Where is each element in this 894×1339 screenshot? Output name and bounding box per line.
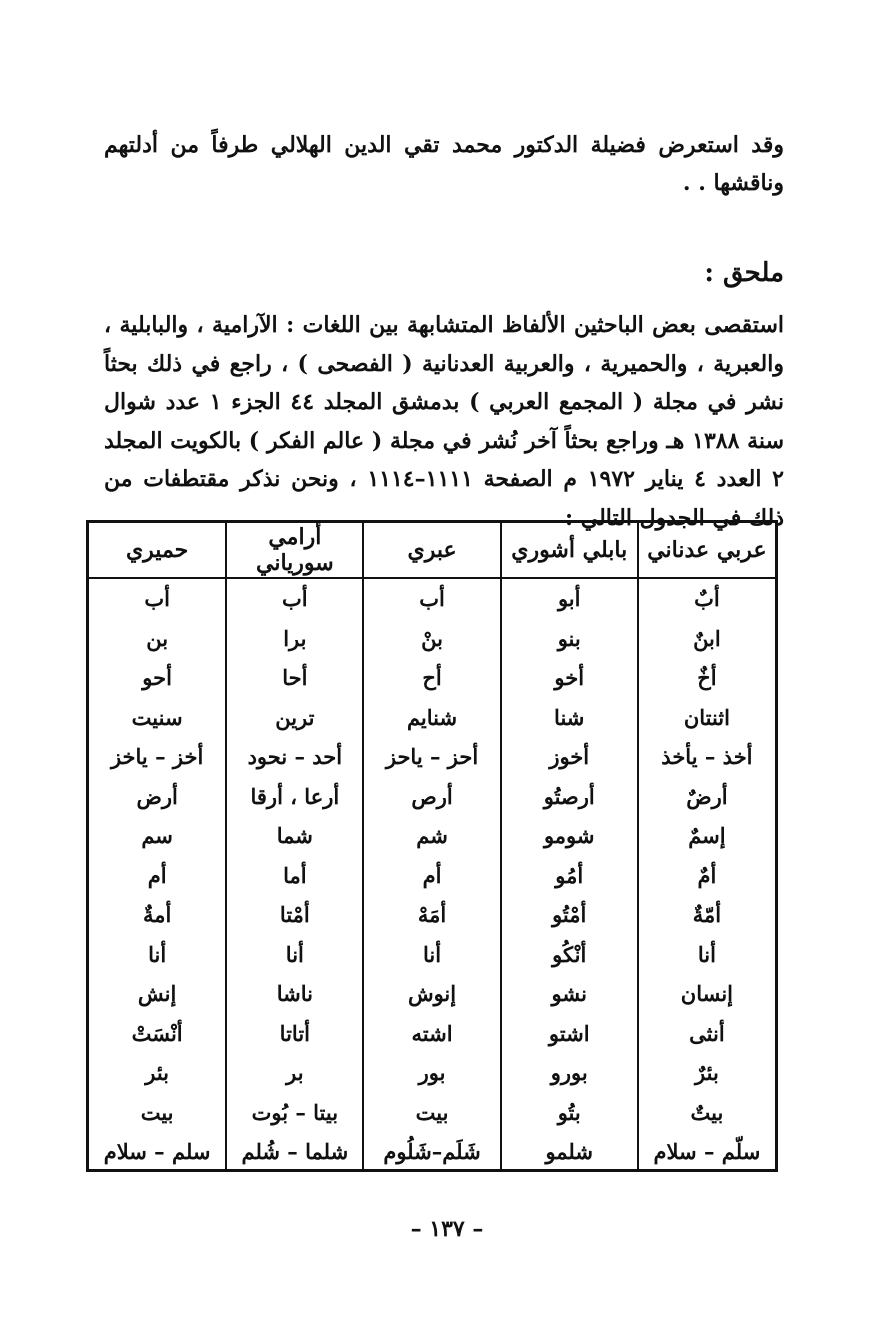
column-header-himyarite: حميري xyxy=(89,523,226,578)
table-cell-babylonian: شومو xyxy=(501,816,638,856)
table-row xyxy=(89,895,775,935)
table-row xyxy=(89,1053,775,1093)
table-cell-himyarite: بئر xyxy=(145,1060,170,1086)
table-cell-aramaic: أنا xyxy=(226,935,363,975)
table-cell-himyarite: سنيت xyxy=(131,704,183,730)
table-cell-arabic: أنثى xyxy=(638,1014,775,1054)
table-cell-himyarite: أم xyxy=(147,862,167,888)
table-cell-aramaic: أمْتا xyxy=(226,895,363,935)
table-cell-babylonian: بنو xyxy=(501,619,638,659)
table-cell-himyarite: أنا xyxy=(148,941,167,967)
table-cell-aramaic: أحد – نحود xyxy=(226,737,363,777)
table-cell-hebrew: إنوش xyxy=(363,974,500,1014)
appendix-heading: ملحق : xyxy=(704,258,784,288)
table-row xyxy=(89,737,775,777)
table-row xyxy=(89,658,775,698)
table-body xyxy=(89,578,775,1172)
column-header-arabic: عربي عدناني xyxy=(638,523,775,578)
table-cell-babylonian: بتُو xyxy=(501,1093,638,1133)
table-cell-arabic: أبٌ xyxy=(638,578,775,619)
table-cell-arabic: اثنتان xyxy=(638,698,775,738)
table-cell-arabic: بئرٌ xyxy=(638,1053,775,1093)
table-cell-himyarite: أحو xyxy=(142,665,172,691)
table-row xyxy=(89,1132,775,1172)
table-cell-arabic: أخذ – يأخذ xyxy=(638,737,775,777)
table-row xyxy=(89,1014,775,1054)
intro-paragraph: وقد استعرض فضيلة الدكتور محمد تقي الدين الهلالي طرفاً من أدلتهم وناقشها . . xyxy=(104,132,784,196)
table-cell-arabic: ابنٌ xyxy=(638,619,775,659)
table-cell-aramaic: أما xyxy=(226,856,363,896)
table-cell-arabic: سلّم – سلام xyxy=(638,1132,775,1172)
table-cell-aramaic: شلما – شُلم xyxy=(226,1132,363,1172)
appendix-paragraph: استقصى بعض الباحثين الألفاظ المتشابهة بين اللغات : الآرامية ، والبابلية ، والعبرية ، والحميرية ، والعربية العدنانية ( الفصحى ) ، راجع في ذلك بحثاً نشر في مجلة ( المجمع العربي ) بدمشق المجلد ٤٤ الجزء ١ عدد شوال سنة ١٣٨٨ هـ وراجع بحثاً آخر نُشر في مجلة ( عالم الفكر ) بالكويت المجلد ٢ العدد ٤ يناير ١٩٧٢ م الصفحة ١١١١–١١١٤ ، ونحن نذكر مقتطفات من ذلك في الجدول التالي : xyxy=(104,312,785,531)
column-header-aramaic: أرامي سورياني xyxy=(226,523,363,578)
table-cell-hebrew: بيت xyxy=(363,1093,500,1133)
table-cell-hebrew: أنا xyxy=(363,935,500,975)
table-cell-himyarite: إنش xyxy=(137,981,177,1007)
table-cell-himyarite: أرض xyxy=(136,783,178,809)
table-cell-babylonian: شنا xyxy=(501,698,638,738)
table-cell-babylonian: نشو xyxy=(501,974,638,1014)
table-cell-arabic: بيتٌ xyxy=(638,1093,775,1133)
table-cell-himyarite: سم xyxy=(141,823,173,849)
table-header-row xyxy=(89,523,775,578)
table-cell-himyarite: أمةٌ xyxy=(142,902,172,928)
table-row xyxy=(89,856,775,896)
table-cell-hebrew: أرص xyxy=(363,777,500,817)
table-cell-himyarite: أخز – ياخز xyxy=(110,744,204,770)
table-cell-babylonian: أمُو xyxy=(501,856,638,896)
table-row xyxy=(89,935,775,975)
table-cell-hebrew: اشته xyxy=(363,1014,500,1054)
table-cell-arabic: إسمٌ xyxy=(638,816,775,856)
table-cell-babylonian: شلمو xyxy=(501,1132,638,1172)
table-cell-hebrew: أح xyxy=(363,658,500,698)
lexicon-table xyxy=(89,523,775,1172)
table-cell-babylonian: بورو xyxy=(501,1053,638,1093)
page-number: – ١٣٧ – xyxy=(410,1216,484,1242)
table-row xyxy=(89,619,775,659)
table-row xyxy=(89,777,775,817)
table-cell-himyarite: سلم – سلام xyxy=(103,1139,211,1165)
table-cell-himyarite: بيت xyxy=(140,1099,174,1125)
table-cell-aramaic: أب xyxy=(226,578,363,619)
table-cell-arabic: أرضٌ xyxy=(638,777,775,817)
table-cell-himyarite: بن xyxy=(146,625,169,651)
table-cell-babylonian: أخو xyxy=(501,658,638,698)
table-cell-arabic: إنسان xyxy=(638,974,775,1014)
table-cell-babylonian: أخوز xyxy=(501,737,638,777)
table-row xyxy=(89,1093,775,1133)
table-cell-hebrew: أم xyxy=(363,856,500,896)
table-row xyxy=(89,698,775,738)
table-cell-aramaic: أحا xyxy=(226,658,363,698)
table-cell-hebrew: أب xyxy=(363,578,500,619)
table-cell-aramaic: بر xyxy=(226,1053,363,1093)
table-cell-aramaic: شما xyxy=(226,816,363,856)
table-cell-aramaic: أرعا ، أرقا xyxy=(226,777,363,817)
table-cell-hebrew: أمَهْ xyxy=(363,895,500,935)
column-header-hebrew: عبري xyxy=(363,523,500,578)
table-cell-aramaic: أتاتا xyxy=(226,1014,363,1054)
table-cell-arabic: أنا xyxy=(638,935,775,975)
table-row xyxy=(89,974,775,1014)
table-cell-aramaic: ناشا xyxy=(226,974,363,1014)
table-cell-babylonian: أنْكُو xyxy=(501,935,638,975)
table-cell-arabic: أمٌ xyxy=(638,856,775,896)
lexicon-table-frame xyxy=(86,520,778,1172)
table-row xyxy=(89,578,775,619)
table-cell-aramaic: بيتا – بُوت xyxy=(226,1093,363,1133)
table-cell-hebrew: أحز – ياحز xyxy=(363,737,500,777)
table-cell-babylonian: أرصتُو xyxy=(501,777,638,817)
table-cell-hebrew: بنْ xyxy=(363,619,500,659)
table-cell-hebrew: شم xyxy=(363,816,500,856)
table-cell-babylonian: أمْتُو xyxy=(501,895,638,935)
table-cell-aramaic: ترين xyxy=(226,698,363,738)
table-cell-himyarite: أنْسَتْ xyxy=(131,1020,183,1046)
table-cell-aramaic: برا xyxy=(226,619,363,659)
table-cell-babylonian: أبو xyxy=(501,578,638,619)
column-header-babylonian: بابلي أشوري xyxy=(501,523,638,578)
table-cell-babylonian: اشتو xyxy=(501,1014,638,1054)
table-cell-hebrew: شنايم xyxy=(363,698,500,738)
table-cell-arabic: أخٌ xyxy=(638,658,775,698)
table-row xyxy=(89,816,775,856)
table-cell-arabic: أمّةٌ xyxy=(638,895,775,935)
table-cell-hebrew: شَلَم–شَلُوم xyxy=(363,1132,500,1172)
table-cell-himyarite: أب xyxy=(144,586,170,612)
table-cell-hebrew: بور xyxy=(363,1053,500,1093)
